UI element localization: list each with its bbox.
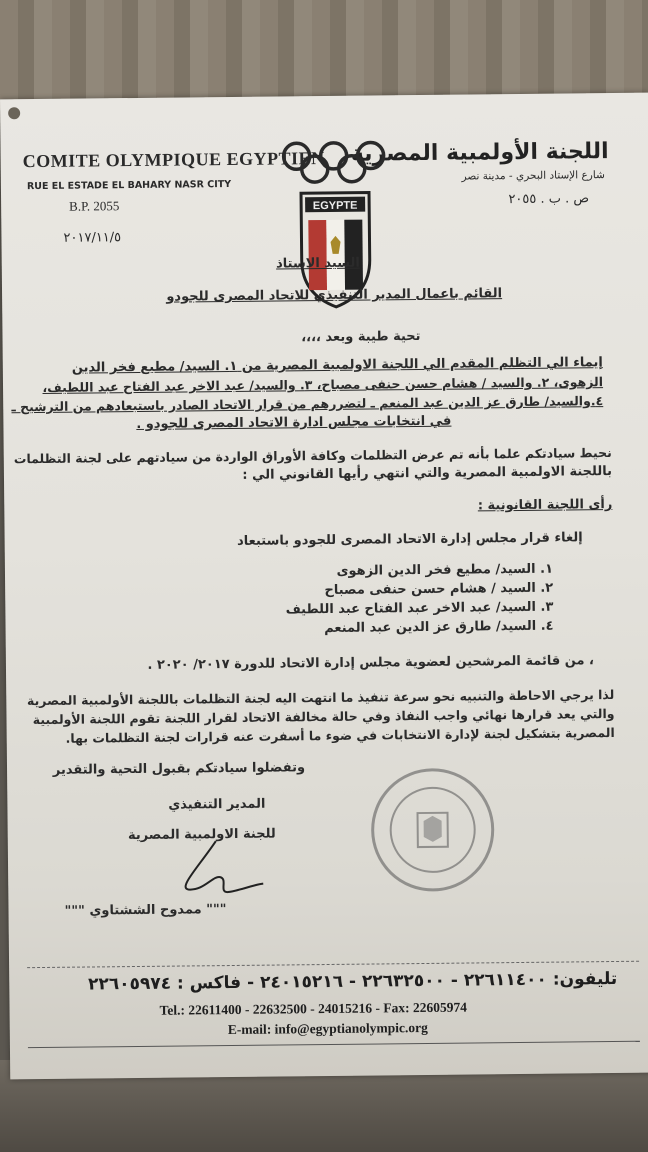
french-committee-name: COMITE OLYMPIQUE EGYPTIEN [22,147,325,172]
candidates-list-line: ، من قائمة المرشحين لعضوية مجلس إدارة الاتحاد للدورة ٢٠١٧/ ٢٠٢٠ . [147,653,595,673]
letter-date: ٢٠١٧/١١/٥ [63,230,122,246]
handwritten-signature [158,837,269,908]
french-address: RUE EL ESTADE EL BAHARY NASR CITY [26,178,232,193]
footer-email: E-mail: info@egyptianolympic.org [227,1019,428,1038]
name-item-4: ٤. السيد/ طارق عز الدين عبد المنعم [324,618,554,637]
para1-line4: في انتخابات مجلس ادارة الاتحاد المصرى للجودو . [136,413,452,432]
para3-line3: المصرية بتشكيل لجنة لإدارة الانتخابات في ضوء ما أسفرت عنه قرارات لجنة التظلمات بها. [65,724,615,746]
footer-phones-arabic: تليفون: ٢٢٦١١٤٠٠ - ٢٢٦٣٢٥٠٠ - ٢٤٠١٥٢١٦ - فاكس : ٢٢٦٠٥٩٧٤ [87,968,618,995]
signer-name: """ ممدوح الششتاوي """ [64,902,227,919]
para1-line2: الزهوى، ٢. والسيد / هشام حسن حنفى مصباح، ٣. والسيد/ عبد الاخر عبد الفتاح عبد اللطيف، [42,374,604,395]
olympic-rings-logo [278,139,388,184]
signer-title: المدير التنفيذي [168,796,266,813]
french-po-box: B.P. 2055 [69,198,120,214]
name-item-1: ١. السيد/ مطيع فخر الدين الزهوى [336,561,554,579]
footer-bottom-rule [28,1041,640,1048]
para3-line1: لذا يرجي الاحاطة والتنبيه نحو سرعة تنفيذ ما انتهت اليه لجنة التظلمات باللجنة الأولمبية المصرية [26,686,615,709]
punch-hole [8,107,20,119]
closing-line: وتفضلوا سيادتكم بقبول التحية والتقدير [52,760,306,778]
cancel-decision-line: إلغاء قرار مجلس إدارة الاتحاد المصرى للجودو باستبعاد [236,530,583,549]
para1-line1: إيماء الي التظلم المقدم الي اللجنة الاولمبية المصرية من ١. السيد/ مطيع فخر الدين [71,355,603,376]
letter-page [0,93,648,1080]
para2-line2: باللجنة الاولمبية المصرية والتي انتهي رأيها القانوني الي : [242,464,613,483]
arabic-committee-name: اللجنة الأولمبية المصرية [350,139,609,167]
greeting: تحية طيبة وبعد ،،،، [301,329,421,346]
arabic-po-box: ص . ب . ٢٠٥٥ [508,191,590,208]
name-item-2: ٢. السيد / هشام حسن حنفى مصباح [324,580,554,599]
salutation-recipient: السيد الاستاذ [275,255,360,272]
signer-organization: للجنة الاولمبية المصرية [127,826,276,844]
legal-opinion-heading: رأى اللجنة القانونية : [477,497,613,514]
footer-phones-english: Tel.: 22611400 - 22632500 - 24015216 - Fax: 22605974 [159,999,468,1018]
para2-line1: نحيط سيادتكم علما بأنه تم عرض التظلمات وكافة الأوراق الواردة من سيادتهم على لجنة التظلمات [13,445,612,467]
para1-line3: ٤.والسيد/ طارق عز الدين عبد المنعم ـ لتضررهم من قرار الاتحاد الصادر باستبعادهم من الترشيح ـ [11,393,604,415]
para3-line2: والتي يعد قرارها نهائي واجب النفاذ وفي حالة مخالفة الاتحاد لقرار اللجنة تقوم اللجنة الأولمبية [32,705,615,728]
footer-divider [27,961,639,968]
recipient-title: القائم باعمال المدير التنفيذي للاتحاد المصرى للجودو [166,286,503,305]
arabic-address: شارع الإستاد البحري - مدينة نصر [461,169,605,183]
name-item-3: ٣. السيد/ عبد الاخر عبد الفتاح عبد اللطيف [285,599,554,618]
official-stamp-seal [367,764,498,895]
shield-label: EGYPTE [312,199,358,213]
